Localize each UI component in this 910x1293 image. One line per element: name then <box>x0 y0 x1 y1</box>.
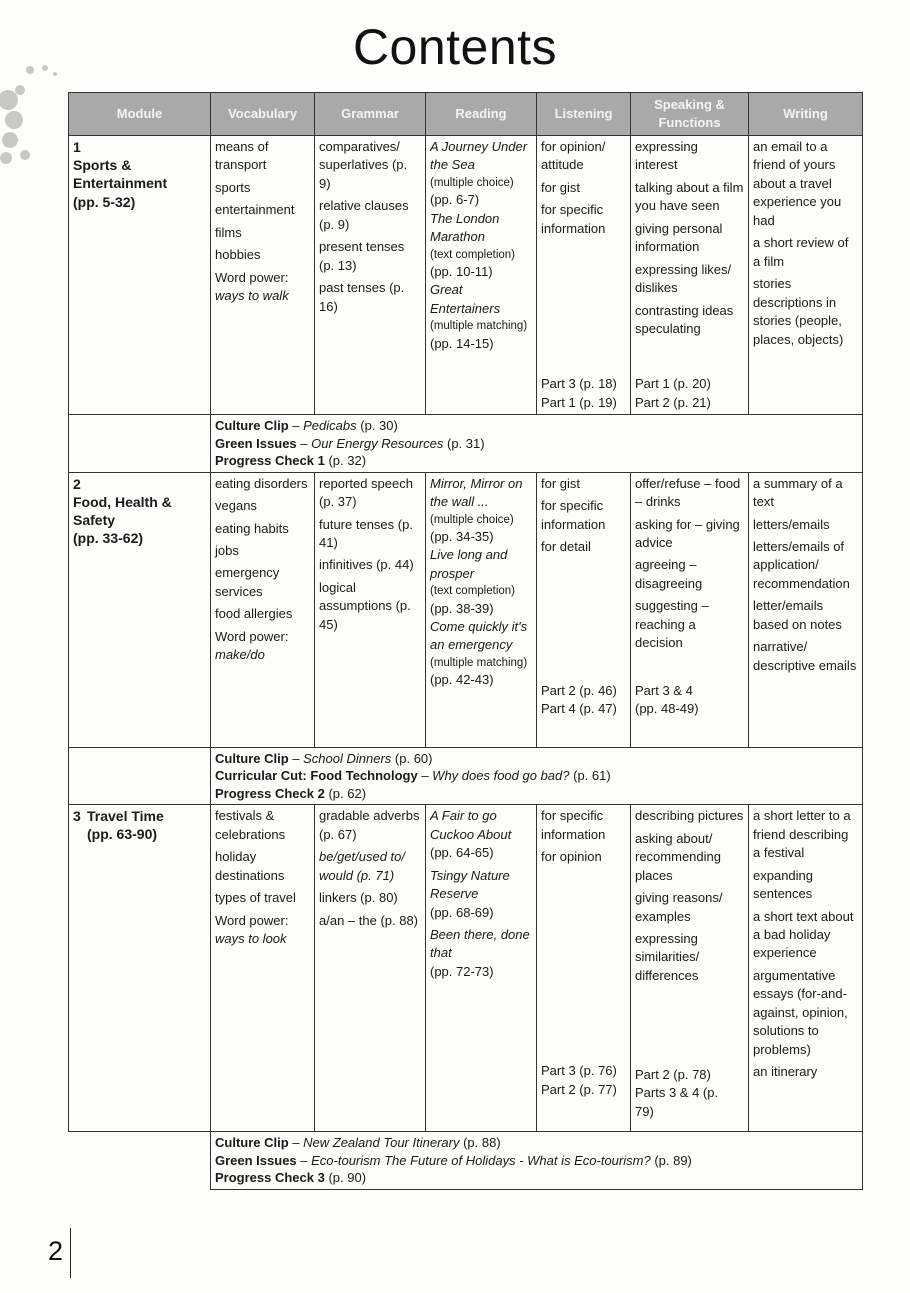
vocab-item: films <box>215 224 242 240</box>
grammar-item: a/an – the (p. 88) <box>319 912 419 928</box>
module-name: Travel Time <box>87 808 164 825</box>
module-row-2 <box>69 472 863 747</box>
writing-cell <box>749 472 863 747</box>
listening-item: for gist <box>541 475 581 491</box>
grammar-item: be/get/used to/ would (p. 71) <box>319 849 406 883</box>
vocab-item: Word power: <box>215 269 289 285</box>
writing-item: narrative/ descriptive emails <box>753 639 857 673</box>
vocab-item: eating habits <box>215 520 289 536</box>
extra-label: Progress Check 2 <box>215 785 325 801</box>
listening-cell <box>537 136 631 415</box>
grammar-item: reported speech (p. 37) <box>319 475 413 510</box>
listening-part: Part 3 (p. 18) <box>541 376 617 392</box>
reading-pages: (pp. 14-15) <box>430 335 494 351</box>
extra-label: Green Issues <box>215 435 297 451</box>
reading-cell <box>426 472 537 747</box>
speaking-item: describing pictures <box>635 808 744 824</box>
extras-cell: Culture Clip – Pedicabs (p. 30) Green Issues – Our Energy Resources (p. 31) Progress Check 1 (p. 32) <box>211 415 863 473</box>
writing-item: descriptions in stories (people, places, objects) <box>753 294 844 347</box>
grammar-item: relative clauses (p. 9) <box>319 198 409 232</box>
module-pages: (pp. 33-62) <box>73 530 144 547</box>
grammar-cell <box>315 472 426 747</box>
speaking-cell <box>631 805 749 1132</box>
extra-text: School Dinners <box>303 750 392 766</box>
writing-item: a summary of a text <box>753 475 843 510</box>
module-cell <box>69 805 211 1132</box>
vocab-item: types of travel <box>215 890 296 906</box>
listening-part: Part 1 (p. 19) <box>541 394 617 410</box>
module-name: Sports & Entertainment <box>73 157 168 192</box>
writing-item: letter/emails based on notes <box>753 598 842 632</box>
extra-label: Culture Clip <box>215 750 289 766</box>
reading-pages: (pp. 68-69) <box>430 904 494 920</box>
speaking-item: expressing likes/ dislikes <box>635 261 732 296</box>
word-power: ways to walk <box>215 288 289 304</box>
extra-label: Progress Check 1 <box>215 453 325 469</box>
module-row-1 <box>69 136 863 415</box>
vocabulary-cell <box>211 472 315 747</box>
listening-item: for specific information <box>541 498 606 532</box>
grammar-item: present tenses (p. 13) <box>319 239 405 273</box>
speaking-item: suggesting – reaching a decision <box>635 598 709 651</box>
listening-item: for specific information <box>541 808 606 842</box>
reading-title: Mirror, Mirror on the wall ... <box>430 475 523 510</box>
reading-note: (multiple matching) <box>430 656 528 669</box>
reading-title: The London Marathon <box>430 210 500 245</box>
module-cell <box>69 136 211 415</box>
vocab-item: eating disorders <box>215 475 308 491</box>
header-grammar: Grammar <box>315 93 426 136</box>
writing-item: stories <box>753 276 792 292</box>
extra-page: (p. 90) <box>328 1170 367 1186</box>
extra-label: Culture Clip <box>215 418 289 433</box>
vocab-item: Word power: <box>215 628 289 644</box>
header-listening: Listening <box>537 93 631 136</box>
vocabulary-cell <box>211 805 315 1132</box>
speaking-part: Part 2 (p. 21) <box>635 394 711 410</box>
vocab-item: Word power: <box>215 912 289 928</box>
speaking-part: Parts 3 & 4 (p. 79) <box>635 1085 719 1119</box>
reading-note: (text completion) <box>430 585 516 598</box>
speaking-part: Part 3 & 4 <box>635 682 693 698</box>
extra-label: Progress Check 3 <box>215 1170 325 1186</box>
listening-part: Part 4 (p. 47) <box>541 701 617 717</box>
writing-item: a short letter to a friend describing a festival <box>753 808 851 861</box>
listening-part: Part 3 (p. 76) <box>541 1063 617 1079</box>
extra-page: (p. 31) <box>446 435 485 451</box>
grammar-item: infinitives (p. 44) <box>319 557 414 573</box>
reading-pages: (pp. 64-65) <box>430 845 494 861</box>
vocab-item: festivals & celebrations <box>215 808 286 842</box>
module-number: 1 <box>73 139 81 155</box>
reading-title: A Journey Under the Sea <box>430 139 528 173</box>
reading-pages: (pp. 34-35) <box>430 528 494 544</box>
writing-item: an email to a friend of yours about a travel experience you had <box>753 139 842 228</box>
header-module: Module <box>69 93 211 136</box>
speaking-cell <box>631 472 749 747</box>
header-speaking: Speaking & Functions <box>631 93 749 136</box>
writing-item: an itinerary <box>753 1064 818 1080</box>
speaking-part: Part 1 (p. 20) <box>635 376 711 392</box>
vocab-item: entertainment <box>215 202 295 218</box>
page-number-divider <box>70 1228 71 1278</box>
speaking-part: Part 2 (p. 78) <box>635 1066 711 1082</box>
writing-item: argumentative essays (for-and-against, opinion, solutions to problems) <box>753 967 848 1057</box>
module-number: 2 <box>73 475 81 492</box>
reading-pages: (pp. 42-43) <box>430 672 494 688</box>
speaking-item: expressing similarities/ differences <box>635 931 700 983</box>
reading-note: (text completion) <box>430 248 516 261</box>
vocab-item: vegans <box>215 498 257 514</box>
vocab-item: hobbies <box>215 247 261 263</box>
speaking-part: (pp. 48-49) <box>635 701 699 717</box>
listening-part: Part 2 (p. 77) <box>541 1081 617 1097</box>
reading-title: Been there, done that <box>430 927 530 961</box>
reading-cell <box>426 805 537 1132</box>
extra-text: Pedicabs <box>303 418 357 433</box>
page-title: Contents <box>352 19 558 75</box>
speaking-item: giving personal information <box>635 220 723 255</box>
extra-label: Culture Clip <box>215 1135 289 1151</box>
extra-page: (p. 61) <box>573 768 611 784</box>
grammar-item: future tenses (p. 41) <box>319 516 413 550</box>
speaking-item: offer/refuse – food – drinks <box>635 475 741 510</box>
speaking-item: giving reasons/ examples <box>635 890 723 924</box>
extra-page: (p. 30) <box>360 418 398 433</box>
module-pages: (pp. 63-90) <box>87 826 158 843</box>
extras-cell: Culture Clip – New Zealand Tour Itinerary (p. 88) Green Issues – Eco-tourism The Future of Holidays - What is Eco-tourism? (p. 89) Progress Check 3 (p. 90) <box>211 1132 863 1190</box>
vocab-item: means of transport <box>215 139 269 173</box>
reading-title: Tsingy Nature Reserve <box>430 867 510 902</box>
word-power: make/do <box>215 647 265 663</box>
writing-item: letters/emails of application/ recommendation <box>753 539 850 591</box>
extra-text: New Zealand Tour Itinerary <box>303 1135 460 1151</box>
header-row <box>69 93 863 136</box>
writing-item: letters/emails <box>753 516 830 532</box>
extras-row-3 <box>69 1132 863 1190</box>
reading-cell <box>426 136 537 415</box>
vocab-item: food allergies <box>215 606 293 622</box>
reading-pages: (pp. 6-7) <box>430 192 480 208</box>
grammar-item: linkers (p. 80) <box>319 890 398 906</box>
module-name: Food, Health & Safety <box>73 493 172 529</box>
reading-note: (multiple choice) <box>430 176 514 189</box>
speaking-item: speculating <box>635 321 701 337</box>
extra-page: (p. 89) <box>654 1152 692 1168</box>
reading-note: (multiple choice) <box>430 513 514 526</box>
writing-cell <box>749 805 863 1132</box>
extra-label: Curricular Cut: Food Technology <box>215 768 418 784</box>
reading-title: Live long and prosper <box>430 547 508 581</box>
listening-part: Part 2 (p. 46) <box>541 682 617 698</box>
reading-title: A Fair to go Cuckoo About <box>430 808 512 842</box>
speaking-item: contrasting ideas <box>635 302 734 318</box>
speaking-item: asking for – giving advice <box>635 516 740 550</box>
extra-page: (p. 32) <box>328 453 367 469</box>
module-number: 3 <box>73 808 81 825</box>
header-reading: Reading <box>426 93 537 136</box>
speaking-item: agreeing – disagreeing <box>635 557 703 591</box>
vocab-item: jobs <box>215 543 239 558</box>
reading-note: (multiple matching) <box>430 320 528 333</box>
grammar-cell <box>315 136 426 415</box>
listening-cell <box>537 805 631 1132</box>
listening-item: for detail <box>541 539 591 554</box>
extra-page: (p. 62) <box>328 785 367 801</box>
extra-page: (p. 88) <box>463 1135 501 1151</box>
extras-cell: Culture Clip – School Dinners (p. 60) Curricular Cut: Food Technology – Why does food go bad? (p. 61) Progress Check 2 (p. 62) <box>211 747 863 805</box>
vocab-item: sports <box>215 179 251 195</box>
grammar-item: past tenses (p. 16) <box>319 280 405 314</box>
grammar-item: comparatives/ superlatives (p. 9) <box>319 139 408 191</box>
extra-page: (p. 60) <box>394 750 433 766</box>
vocab-item: holiday destinations <box>215 849 285 883</box>
vocab-item: emergency services <box>215 565 280 599</box>
reading-pages: (pp. 10-11) <box>430 263 493 279</box>
writing-item: expanding sentences <box>753 867 813 902</box>
reading-pages: (pp. 38-39) <box>430 600 494 616</box>
extra-text: Why does food go bad? <box>432 768 570 784</box>
header-vocabulary: Vocabulary <box>211 93 315 136</box>
writing-item: a short review of a film <box>753 235 849 269</box>
listening-item: for gist <box>541 179 581 195</box>
extra-label: Green Issues <box>215 1152 297 1168</box>
speaking-item: talking about a film you have seen <box>635 179 744 214</box>
reading-title: Come quickly it's an emergency <box>430 619 528 653</box>
speaking-item: expressing interest <box>635 139 698 173</box>
word-power: ways to look <box>215 931 287 946</box>
reading-title: Great Entertainers <box>430 282 501 316</box>
extras-row-2 <box>69 747 863 805</box>
listening-item: for opinion/ attitude <box>541 139 606 173</box>
listening-item: for specific information <box>541 202 606 236</box>
grammar-cell <box>315 805 426 1132</box>
page-number: 2 <box>48 1236 64 1266</box>
contents-table <box>68 92 863 1190</box>
extra-text: Our Energy Resources <box>311 435 444 451</box>
module-pages: (pp. 5-32) <box>73 193 136 210</box>
listening-cell <box>537 472 631 747</box>
vocabulary-cell <box>211 136 315 415</box>
header-writing: Writing <box>749 93 863 136</box>
grammar-item: gradable adverbs (p. 67) <box>319 808 420 842</box>
extras-row-1 <box>69 415 863 473</box>
module-row-3 <box>69 805 863 1132</box>
reading-pages: (pp. 72-73) <box>430 963 494 979</box>
writing-cell <box>749 136 863 415</box>
listening-item: for opinion <box>541 849 602 865</box>
extra-text: Eco-tourism The Future of Holidays - What is Eco-tourism? <box>311 1152 651 1168</box>
grammar-item: logical assumptions (p. 45) <box>319 579 411 632</box>
module-cell <box>69 472 211 747</box>
writing-item: a short text about a bad holiday experience <box>753 908 854 961</box>
speaking-item: asking about/ recommending places <box>635 830 721 883</box>
speaking-cell <box>631 136 749 415</box>
